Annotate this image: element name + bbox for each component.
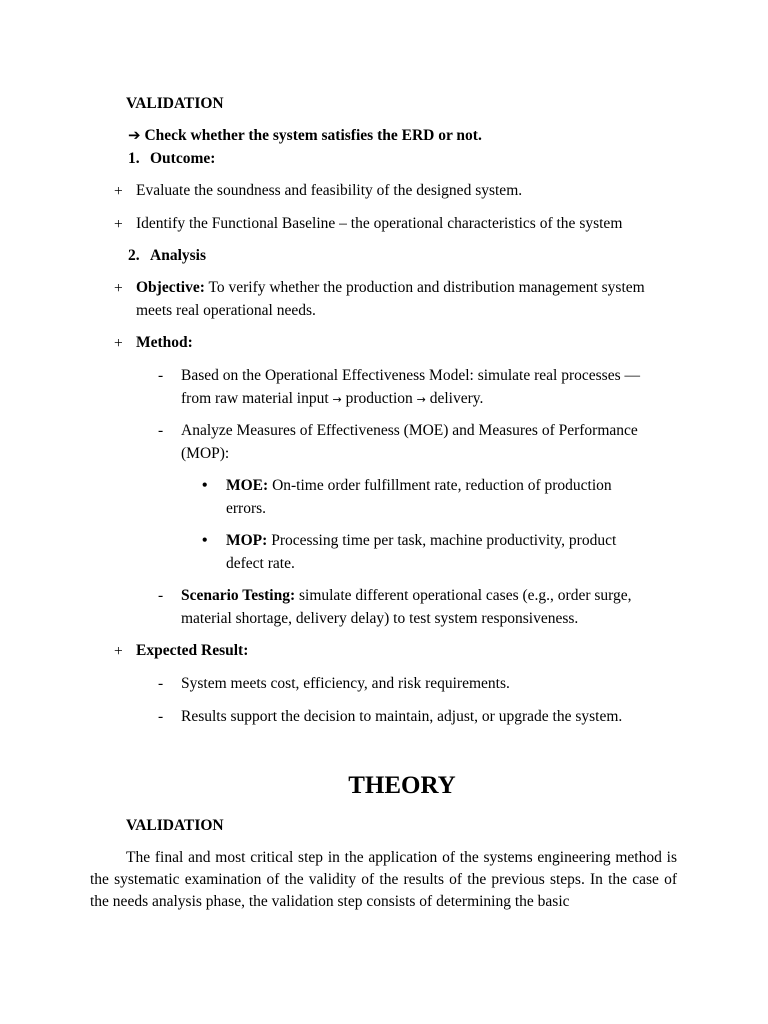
dash-marker: - bbox=[158, 708, 164, 725]
mop-line bbox=[226, 529, 616, 552]
objective-text: To verify whether the production and distribution management system bbox=[204, 279, 645, 296]
objective-line bbox=[136, 276, 645, 299]
expected-label: Expected Result: bbox=[136, 642, 249, 659]
mop-text: Processing time per task, machine productivity, product bbox=[267, 532, 617, 549]
scenario-text: simulate different operational cases (e.g., order surge, bbox=[295, 587, 632, 604]
method-label: Method: bbox=[136, 334, 193, 351]
objective-line-2: meets real operational needs. bbox=[136, 302, 316, 319]
dash-marker: - bbox=[158, 367, 164, 384]
analysis-item-number: 2. bbox=[128, 247, 140, 264]
flow-text: delivery. bbox=[425, 390, 484, 407]
outcome-bullet: Identify the Functional Baseline – the operational characteristics of the system bbox=[136, 215, 623, 232]
scenario-line-2: material shortage, delivery delay) to test system responsiveness. bbox=[181, 610, 579, 627]
plus-marker: + bbox=[114, 643, 123, 660]
moe-text: On-time order fulfillment rate, reduction of production bbox=[268, 477, 612, 494]
moe-line-2: errors. bbox=[226, 500, 267, 517]
expected-item: Results support the decision to maintain, adjust, or upgrade the system. bbox=[181, 708, 623, 725]
objective-label: Objective: bbox=[136, 279, 205, 296]
mop-line-2: defect rate. bbox=[226, 555, 295, 572]
outcome-bullet: Evaluate the soundness and feasibility of the designed system. bbox=[136, 182, 523, 199]
check-line bbox=[128, 124, 482, 147]
validation-heading: VALIDATION bbox=[126, 95, 224, 112]
check-text: Check whether the system satisfies the ERD or not. bbox=[144, 127, 482, 144]
dash-marker: - bbox=[158, 587, 164, 604]
method-sub1-line2 bbox=[181, 387, 483, 411]
dash-marker: - bbox=[158, 675, 164, 692]
moe-label: MOE: bbox=[226, 477, 269, 494]
arrow-right-icon: → bbox=[416, 393, 426, 406]
mop-label: MOP: bbox=[226, 532, 268, 549]
plus-marker: + bbox=[114, 335, 123, 352]
arrow-right-icon: ➔ bbox=[128, 126, 141, 144]
theory-paragraph: The final and most critical step in the application of the systems engineering method is the systematic examination of the validity of the results of the previous steps. In the case of the needs analysis phase, the validation step consists of determining the basic bbox=[90, 849, 677, 910]
outcome-item-number: 1. bbox=[128, 150, 140, 167]
scenario-label: Scenario Testing: bbox=[181, 587, 296, 604]
dash-marker: - bbox=[158, 422, 164, 439]
flow-text: production bbox=[341, 390, 417, 407]
method-sub2-line2: (MOP): bbox=[181, 445, 230, 462]
scenario-line bbox=[181, 584, 632, 607]
dot-marker: • bbox=[202, 532, 208, 549]
plus-marker: + bbox=[114, 280, 123, 297]
theory-title: THEORY bbox=[348, 772, 456, 799]
outcome-item-label: Outcome: bbox=[150, 150, 216, 167]
analysis-item-label: Analysis bbox=[150, 247, 206, 264]
theory-validation-heading: VALIDATION bbox=[126, 817, 224, 834]
plus-marker: + bbox=[114, 183, 123, 200]
moe-line bbox=[226, 474, 612, 497]
plus-marker: + bbox=[114, 216, 123, 233]
arrow-right-icon: → bbox=[332, 393, 342, 406]
flow-text: from raw material input bbox=[181, 390, 333, 407]
dot-marker: • bbox=[202, 477, 208, 494]
expected-item: System meets cost, efficiency, and risk requirements. bbox=[181, 675, 510, 692]
method-sub1-line1: Based on the Operational Effectiveness Model: simulate real processes — bbox=[181, 367, 640, 384]
method-sub2-line1: Analyze Measures of Effectiveness (MOE) and Measures of Performance bbox=[181, 422, 638, 439]
